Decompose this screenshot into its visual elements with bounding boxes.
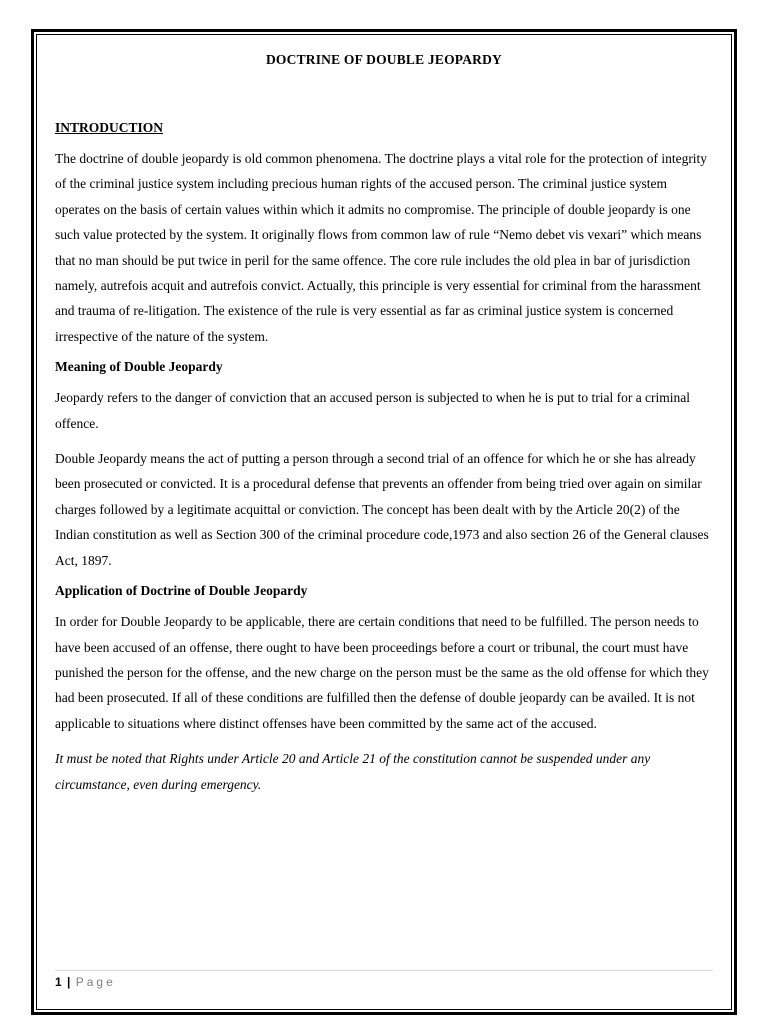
footer-separator: | bbox=[67, 975, 71, 989]
application-note: It must be noted that Rights under Article 20 and Article 21 of the constitution cannot be suspended under any circumstance, even during emergency. bbox=[55, 751, 651, 792]
meaning-paragraph-1: Jeopardy refers to the danger of conviction that an accused person is subjected to when he is put to trial for a criminal offence. bbox=[55, 390, 691, 431]
page-number: 1 bbox=[55, 975, 62, 989]
introduction-heading: INTRODUCTION bbox=[55, 120, 164, 135]
document-body bbox=[55, 120, 715, 807]
application-heading: Application of Doctrine of Double Jeopardy bbox=[55, 583, 308, 599]
footer-divider bbox=[55, 970, 713, 971]
introduction-paragraph: The doctrine of double jeopardy is old common phenomena. The doctrine plays a vital role for the protection of integrity of the criminal justice system including precious human rights of the accused person. The criminal justice system operates on the basis of certain values within which it admits no compromise. The principle of double jeopardy is one such value protected by the system. It originally flows from common law of rule “Nemo debet vis vexari” which means that no man should be put twice in peril for the same offence. The core rule includes the old plea in bar of jurisdiction namely, autrefois acquit and autrefois convict. Actually, this principle is very essential for criminal from the harassment and trauma of re-litigation. The existence of the rule is very essential as far as criminal justice system is concerned irrespective of the nature of the system. bbox=[55, 151, 708, 344]
page-footer bbox=[55, 975, 116, 989]
meaning-paragraph-2: Double Jeopardy means the act of putting a person through a second trial of an offence for which he or she has already been prosecuted or convicted. It is a procedural defense that prevents an offender from being tried over again on similar charges followed by a legitimate acquittal or conviction. The concept has been dealt with by the Article 20(2) of the Indian constitution as well as Section 300 of the criminal procedure code,1973 and also section 26 of the General clauses Act, 1897. bbox=[55, 451, 709, 568]
application-paragraph: In order for Double Jeopardy to be applicable, there are certain conditions that need to be fulfilled. The person needs to have been accused of an offense, there ought to have been proceedings before a court or tribunal, the court must have punished the person for the offense, and the new charge on the person must be the same as the old offense for which they had been prosecuted. If all of these conditions are fulfilled then the defense of double jeopardy can be availed. It is not applicable to situations where distinct offenses have been committed by the same act of the accused. bbox=[55, 614, 709, 731]
document-title: DOCTRINE OF DOUBLE JEOPARDY bbox=[265, 52, 503, 67]
page-label: Page bbox=[75, 975, 116, 989]
meaning-heading: Meaning of Double Jeopardy bbox=[55, 359, 223, 375]
